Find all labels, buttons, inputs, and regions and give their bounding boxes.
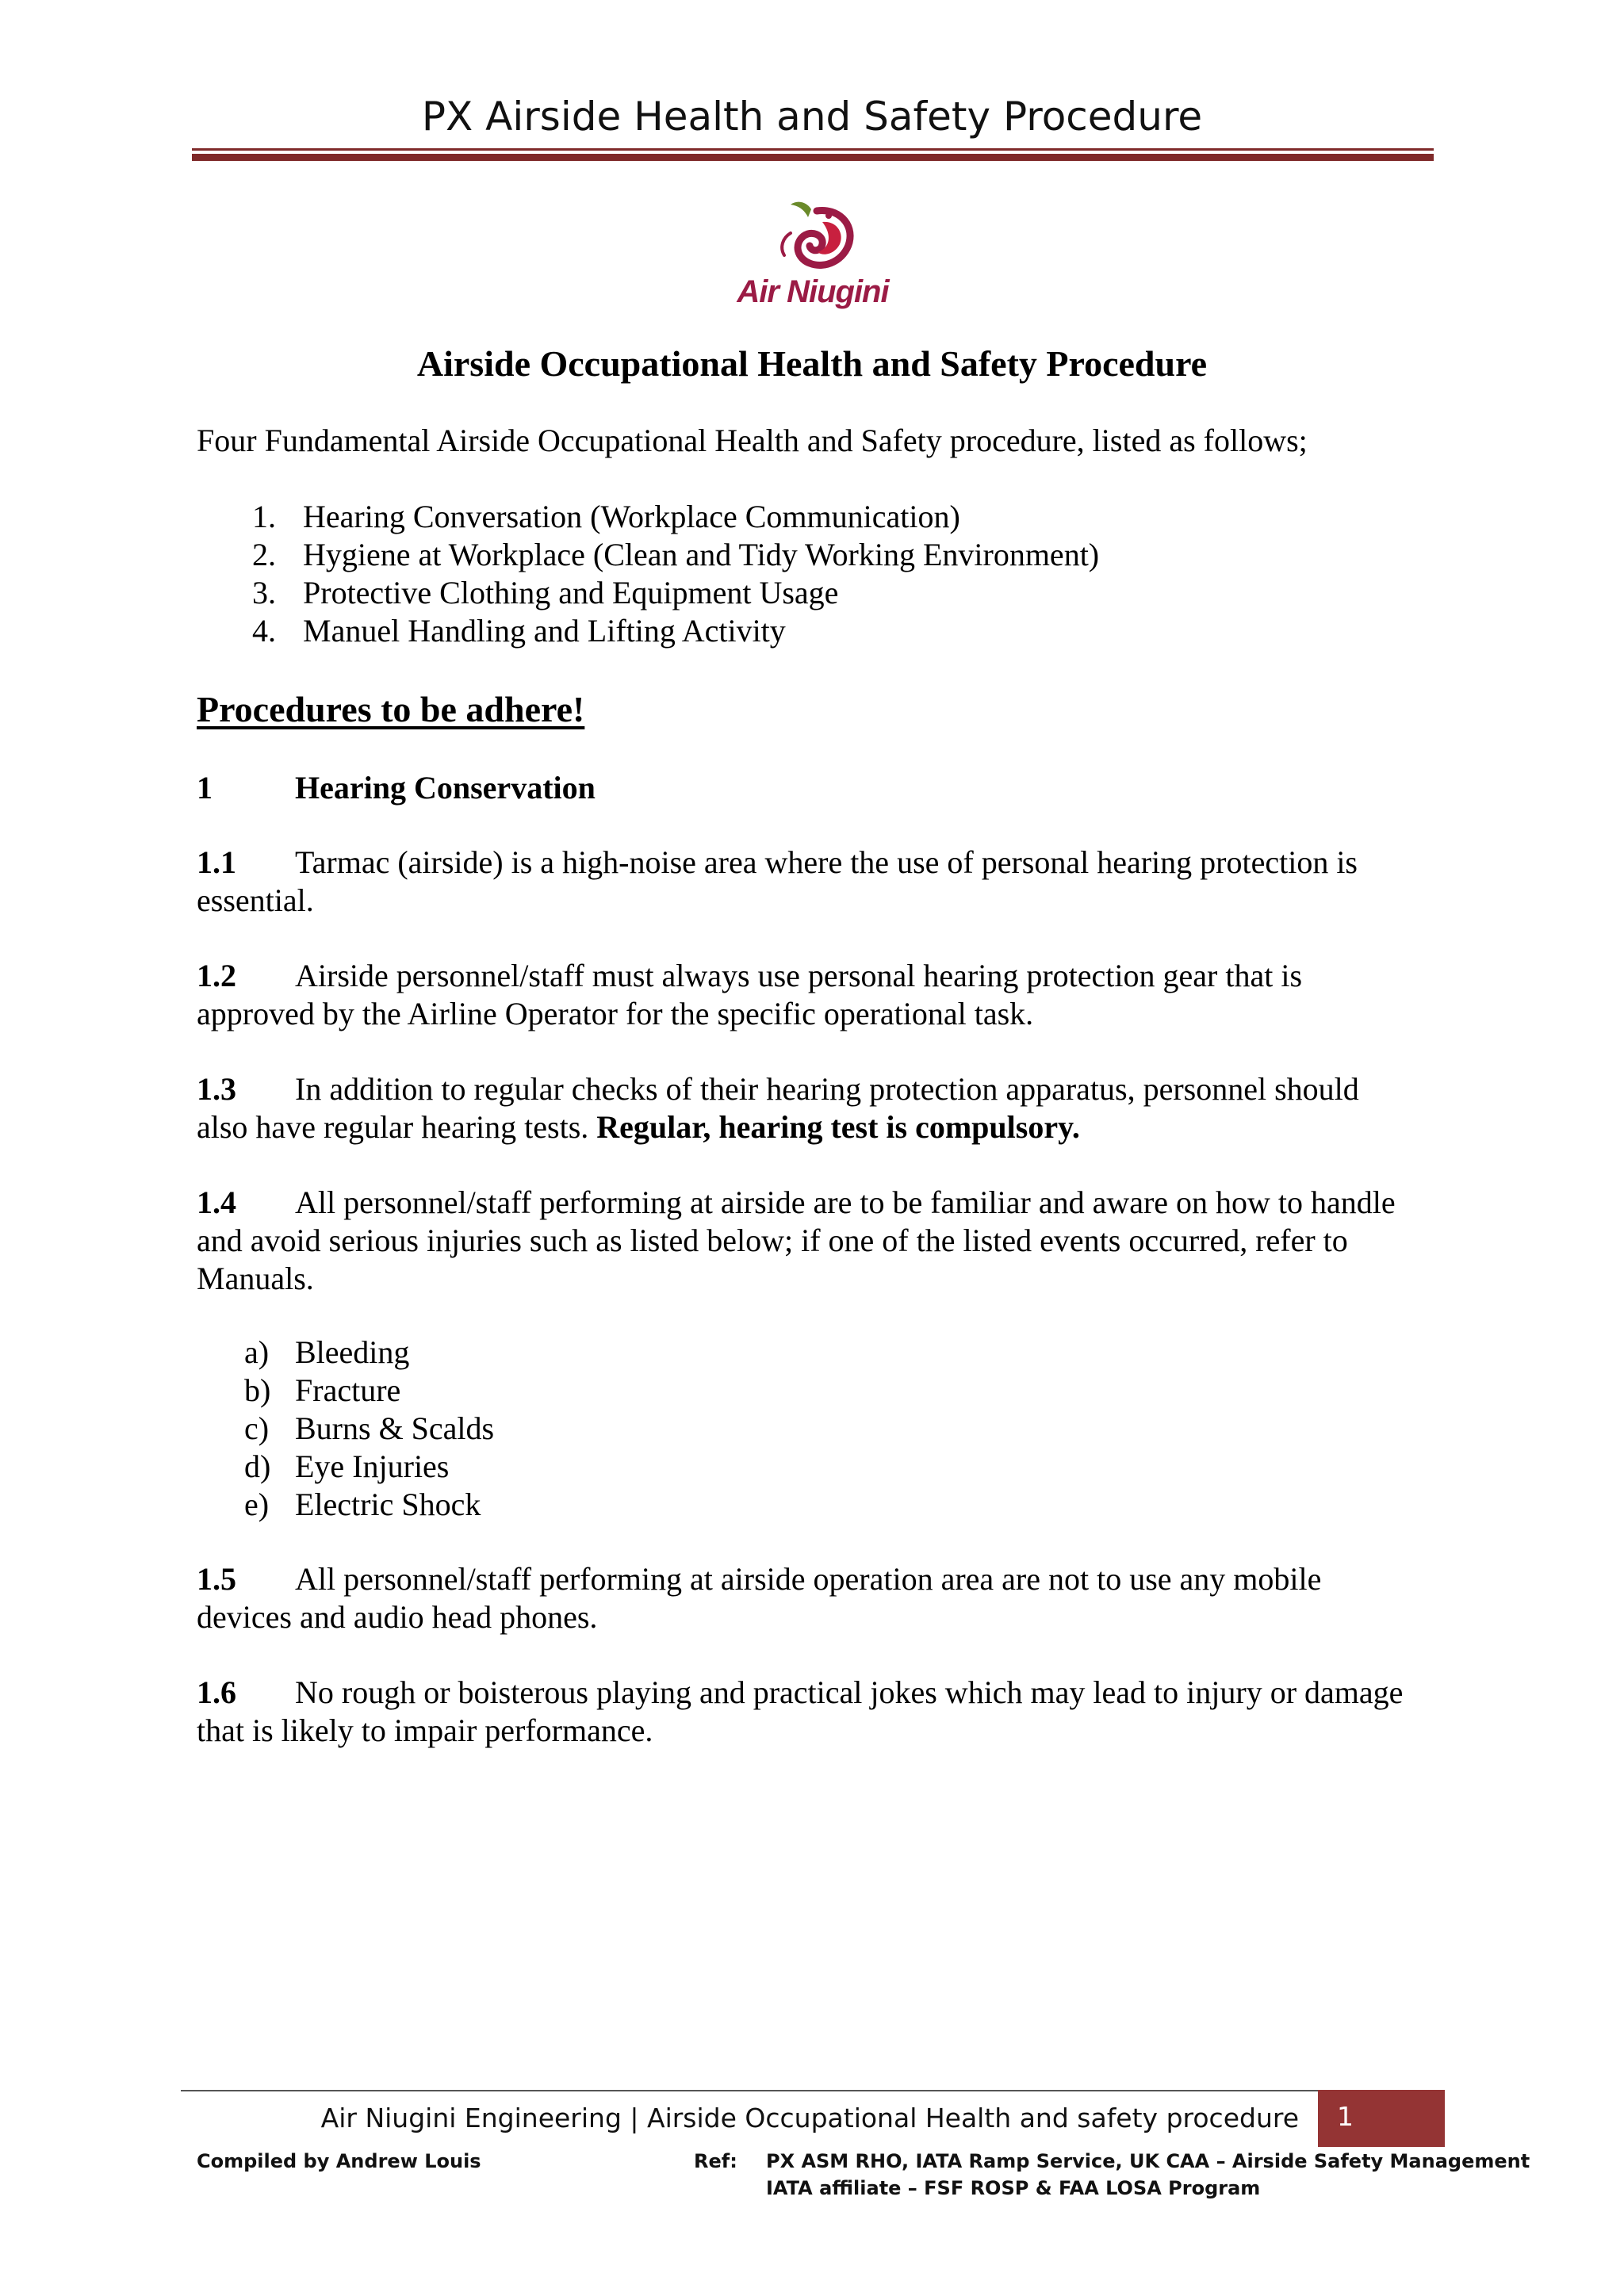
list-item: 4. Manuel Handling and Lifting Activity [252,613,786,649]
section-title: Hearing Conservation [295,770,596,806]
list-item: 1. Hearing Conversation (Workplace Communication) [252,499,960,534]
compulsory-note: Regular, hearing test is compulsory. [596,1109,1080,1145]
air-niugini-logo [718,197,908,316]
ref-line-2: IATA affiliate – FSF ROSP & FAA LOSA Program [766,2177,1261,2199]
section-heading [197,769,596,807]
clause-1-6: 1.6 No rough or boisterous playing and practical jokes which may lead to injury or damage that is likely to impair performance. [197,1674,1404,1748]
list-item: c) Burns & Scalds [244,1410,495,1446]
clause-1-2: 1.2 Airside personnel/staff must always use personal hearing protection gear that is approved by the Airline Operator for the specific operational task. [197,958,1303,1031]
clause-1-1: 1.1 Tarmac (airside) is a high-noise area where the use of personal hearing protection is essential. [197,844,1358,918]
footer-rule [181,2090,1318,2091]
bird-of-paradise-icon [773,197,860,276]
running-header: PX Airside Health and Safety Procedure [421,94,1203,140]
header-rule-thin [192,148,1434,151]
clause-1-5: 1.5 All personnel/staff performing at airside operation area are not to use any mobile devices and audio head phones. [197,1561,1322,1635]
logo-text: Air Niugini [737,274,889,309]
injury-list [244,1334,494,1524]
clause-1-3: 1.3 In addition to regular checks of their hearing protection apparatus, personnel should also have regular hearing tests. Regular, hearing test is compulsory. [197,1071,1359,1145]
compiled-by: Compiled by Andrew Louis [197,2150,481,2172]
procedures-heading: Procedures to be adhere! [197,689,585,729]
list-item: b) Fracture [244,1372,401,1408]
ref-line-1: PX ASM RHO, IATA Ramp Service, UK CAA – Airside Safety Management [766,2150,1530,2172]
clause-1-4: 1.4 All personnel/staff performing at airside are to be familiar and aware on how to handle and avoid serious injuries such as listed below; if one of the listed events occurred, refer to Manuals. [197,1184,1396,1296]
section-number: 1 [197,770,213,806]
list-item: e) Electric Shock [244,1487,481,1522]
list-item: 2. Hygiene at Workplace (Clean and Tidy Working Environment) [252,537,1100,572]
footer-text: Air Niugini Engineering | Airside Occupational Health and safety procedure [320,2103,1299,2133]
list-item: d) Eye Injuries [244,1448,450,1484]
intro-paragraph: Four Fundamental Airside Occupational Health and Safety procedure, listed as follows; [197,423,1308,458]
page-number: 1 [1318,2090,1445,2147]
ref-label: Ref: [694,2150,737,2172]
fundamentals-list [252,498,1099,650]
list-item: 3. Protective Clothing and Equipment Usage [252,575,839,610]
list-item: a) Bleeding [244,1334,410,1370]
header-rule-thick [192,154,1434,161]
document-title: Airside Occupational Health and Safety Procedure [416,343,1208,384]
